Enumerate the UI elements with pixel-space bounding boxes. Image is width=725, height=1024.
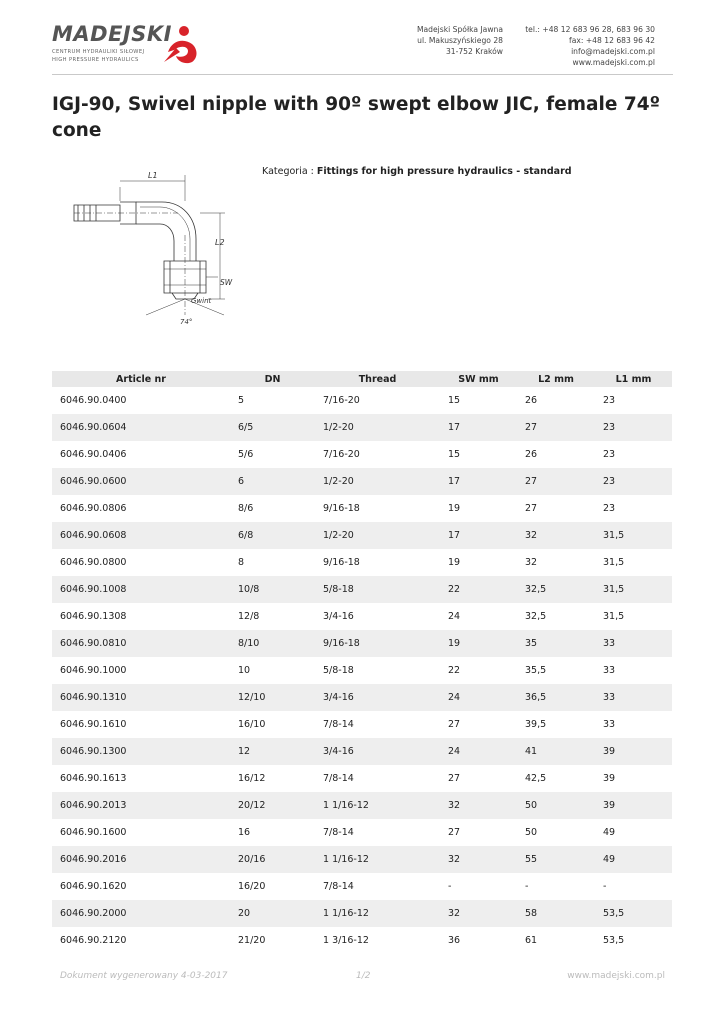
- table-cell: 17: [440, 468, 517, 495]
- table-cell: 33: [603, 665, 616, 676]
- table-cell: 6046.90.1310: [52, 684, 230, 711]
- column-header: SW mm: [440, 371, 517, 387]
- page-number: 1/2: [356, 971, 371, 981]
- table-cell: 3/4-16: [323, 611, 354, 622]
- table-row: [52, 684, 672, 711]
- contact-phone: tel.: +48 12 683 96 28, 683 96 30: [525, 25, 655, 34]
- company-contact: [525, 24, 655, 68]
- table-cell: 27: [448, 827, 461, 838]
- table-cell: 23: [595, 468, 672, 495]
- table-cell: 6046.90.1008: [52, 576, 230, 603]
- table-cell: 31,5: [603, 557, 625, 568]
- logo-subtitle-en: HIGH PRESSURE HYDRAULICS: [52, 57, 139, 63]
- table-cell: 6046.90.0604: [52, 414, 230, 441]
- table-row: [52, 441, 672, 468]
- table-cell: 10: [238, 665, 251, 676]
- table-cell: 53,5: [595, 900, 672, 927]
- table-cell: 33: [603, 719, 616, 730]
- table-row: [52, 819, 672, 846]
- table-cell: 32: [517, 522, 595, 549]
- table-row: [52, 873, 672, 900]
- table-cell: 32,5: [517, 576, 595, 603]
- page-title: IGJ-90, Swivel nipple with 90º swept elbow JIC, female 74º cone: [52, 94, 661, 141]
- category-value: Fittings for high pressure hydraulics - standard: [316, 166, 572, 177]
- contact-email[interactable]: info@madejski.com.pl: [571, 47, 655, 56]
- table-cell: 12/10: [230, 684, 315, 711]
- table-cell: 39,5: [525, 719, 547, 730]
- table-cell: 3/4-16: [315, 738, 440, 765]
- table-cell: 31,5: [595, 522, 672, 549]
- table-cell: 32,5: [525, 611, 547, 622]
- table-cell: 9/16-18: [323, 557, 360, 568]
- table-cell: 31,5: [595, 576, 672, 603]
- table-cell: 12: [230, 738, 315, 765]
- dimension-l1-label: L1: [148, 171, 158, 180]
- table-cell: 23: [595, 414, 672, 441]
- table-cell: 49: [603, 827, 616, 838]
- table-cell: 1/2-20: [315, 522, 440, 549]
- table-cell: 6046.90.0608: [52, 522, 230, 549]
- table-row: [52, 765, 672, 792]
- column-header: DN: [230, 371, 315, 387]
- contact-website[interactable]: www.madejski.com.pl: [572, 58, 655, 67]
- table-cell: 6046.90.0600: [52, 468, 230, 495]
- table-row: [52, 657, 672, 684]
- table-cell: 32: [440, 846, 517, 873]
- table-cell: 21/20: [238, 935, 266, 946]
- table-cell: 61: [525, 935, 538, 946]
- article-table: [52, 371, 672, 954]
- category-label: Kategoria :: [262, 166, 314, 177]
- table-cell: 36,5: [517, 684, 595, 711]
- fitting-technical-drawing: [60, 165, 240, 330]
- table-cell: 15: [448, 395, 461, 406]
- table-row: [52, 900, 672, 927]
- dimension-l2-label: L2: [215, 238, 225, 247]
- table-cell: 1/2-20: [315, 468, 440, 495]
- table-cell: 6/8: [230, 522, 315, 549]
- table-row: [52, 711, 672, 738]
- table-cell: 6046.90.0800: [60, 557, 127, 568]
- table-cell: 24: [440, 684, 517, 711]
- table-row: [52, 414, 672, 441]
- table-cell: 8/10: [230, 630, 315, 657]
- table-cell: 6046.90.2016: [52, 846, 230, 873]
- table-cell: 53,5: [603, 935, 625, 946]
- table-cell: 19: [448, 503, 461, 514]
- table-cell: 23: [603, 395, 616, 406]
- company-logo: [52, 22, 197, 66]
- footer-website[interactable]: www.madejski.com.pl: [567, 971, 665, 981]
- table-cell: 8/6: [238, 503, 254, 514]
- table-cell: -: [448, 881, 452, 892]
- table-cell: 31,5: [603, 611, 625, 622]
- table-cell: 1 1/16-12: [315, 900, 440, 927]
- table-row: [52, 522, 672, 549]
- table-cell: 22: [440, 576, 517, 603]
- table-cell: 17: [440, 414, 517, 441]
- table-cell: 16/20: [238, 881, 266, 892]
- column-header: L2 mm: [517, 371, 595, 387]
- table-cell: -: [525, 881, 529, 892]
- table-header-row: [52, 371, 672, 387]
- table-cell: 6046.90.1600: [60, 827, 127, 838]
- table-cell: 6046.90.1300: [52, 738, 230, 765]
- column-header: Article nr: [52, 371, 230, 387]
- table-cell: 55: [517, 846, 595, 873]
- table-cell: 9/16-18: [323, 503, 360, 514]
- table-cell: 6046.90.2120: [60, 935, 127, 946]
- table-cell: 10/8: [230, 576, 315, 603]
- table-row: [52, 792, 672, 819]
- table-cell: 32: [440, 792, 517, 819]
- table-cell: 16: [238, 827, 251, 838]
- table-cell: 6/5: [230, 414, 315, 441]
- table-cell: 26: [525, 449, 538, 460]
- table-cell: 19: [440, 630, 517, 657]
- table-cell: 39: [603, 773, 616, 784]
- table-cell: 7/8-14: [323, 827, 354, 838]
- table-cell: 6046.90.0406: [60, 449, 127, 460]
- table-cell: 23: [603, 503, 616, 514]
- header-divider: [52, 74, 673, 75]
- table-cell: 5/8-18: [323, 665, 354, 676]
- table-cell: 39: [595, 792, 672, 819]
- table-cell: 8: [238, 557, 245, 568]
- table-cell: 16/12: [238, 773, 266, 784]
- page-header: [0, 0, 725, 78]
- table-cell: 27: [448, 719, 461, 730]
- table-cell: 1/2-20: [315, 414, 440, 441]
- table-cell: 50: [525, 827, 538, 838]
- table-cell: 5/8-18: [315, 576, 440, 603]
- table-cell: 6046.90.2013: [52, 792, 230, 819]
- table-cell: 41: [517, 738, 595, 765]
- table-cell: 20/12: [230, 792, 315, 819]
- table-cell: 7/16-20: [323, 449, 360, 460]
- table-cell: 26: [525, 395, 538, 406]
- table-cell: 6046.90.1613: [60, 773, 127, 784]
- table-cell: 49: [595, 846, 672, 873]
- table-cell: 32: [440, 900, 517, 927]
- product-category: [262, 166, 572, 177]
- table-cell: 1 3/16-12: [323, 935, 369, 946]
- table-row: [52, 846, 672, 873]
- table-body: [52, 387, 672, 954]
- table-cell: 36: [448, 935, 461, 946]
- table-cell: 6046.90.0400: [60, 395, 127, 406]
- table-row: [52, 387, 672, 414]
- table-cell: 7/8-14: [323, 719, 354, 730]
- column-header: Thread: [315, 371, 440, 387]
- table-row: [52, 549, 672, 576]
- table-cell: 6: [230, 468, 315, 495]
- table-cell: 35,5: [525, 665, 547, 676]
- table-cell: 6046.90.1610: [60, 719, 127, 730]
- table-cell: 6046.90.1308: [60, 611, 127, 622]
- table-cell: 22: [448, 665, 461, 676]
- table-cell: 27: [517, 468, 595, 495]
- cone-angle-label: 74°: [180, 318, 193, 326]
- table-cell: 5: [238, 395, 245, 406]
- table-cell: 1 1/16-12: [315, 792, 440, 819]
- table-cell: 33: [595, 684, 672, 711]
- table-row: [52, 468, 672, 495]
- table-cell: 58: [517, 900, 595, 927]
- table-cell: 20/16: [230, 846, 315, 873]
- table-row: [52, 927, 672, 954]
- address-line: Madejski Spółka Jawna: [416, 25, 503, 34]
- table-cell: 50: [517, 792, 595, 819]
- table-cell: 24: [448, 611, 461, 622]
- table-cell: 6046.90.0810: [52, 630, 230, 657]
- table-row: [52, 630, 672, 657]
- table-cell: 7/8-14: [323, 773, 354, 784]
- table-cell: 27: [448, 773, 461, 784]
- table-cell: 19: [448, 557, 461, 568]
- thread-gwint-label: Gwint: [191, 297, 212, 305]
- contact-fax: fax: +48 12 683 96 42: [569, 36, 655, 45]
- table-cell: 23: [603, 449, 616, 460]
- table-cell: 5/6: [238, 449, 254, 460]
- address-line: 31-752 Kraków: [445, 47, 503, 56]
- generated-date: Dokument wygenerowany 4-03-2017: [60, 971, 228, 981]
- column-header: L1 mm: [595, 371, 672, 387]
- table-cell: 17: [440, 522, 517, 549]
- table-cell: 24: [440, 738, 517, 765]
- table-cell: 6046.90.2000: [52, 900, 230, 927]
- table-cell: 27: [525, 503, 538, 514]
- table-cell: 35: [517, 630, 595, 657]
- table-cell: 1 1/16-12: [315, 846, 440, 873]
- address-line: ul. Makuszyńskiego 28: [417, 36, 503, 45]
- logo-subtitle-pl: CENTRUM HYDRAULIKI SIŁOWEJ: [52, 49, 145, 55]
- table-cell: 20: [230, 900, 315, 927]
- table-cell: 39: [595, 738, 672, 765]
- logo-wordmark: MADEJSKI: [52, 22, 172, 46]
- dimension-sw-label: SW: [220, 278, 233, 287]
- table-cell: 33: [595, 630, 672, 657]
- table-cell: 6046.90.1000: [60, 665, 127, 676]
- table-cell: 12/8: [238, 611, 260, 622]
- table-row: [52, 576, 672, 603]
- table-cell: 16/10: [238, 719, 266, 730]
- table-cell: 42,5: [525, 773, 547, 784]
- table-row: [52, 738, 672, 765]
- company-address: [417, 24, 503, 57]
- table-row: [52, 495, 672, 522]
- table-cell: 7/8-14: [323, 881, 354, 892]
- table-cell: -: [603, 881, 607, 892]
- table-cell: 3/4-16: [315, 684, 440, 711]
- table-cell: 32: [525, 557, 538, 568]
- table-cell: 6046.90.0806: [60, 503, 127, 514]
- table-cell: 7/16-20: [323, 395, 360, 406]
- table-cell: 9/16-18: [315, 630, 440, 657]
- table-cell: 15: [448, 449, 461, 460]
- logo-figure-icon: [162, 22, 202, 66]
- table-row: [52, 603, 672, 630]
- table-cell: 27: [517, 414, 595, 441]
- table-cell: 6046.90.1620: [60, 881, 127, 892]
